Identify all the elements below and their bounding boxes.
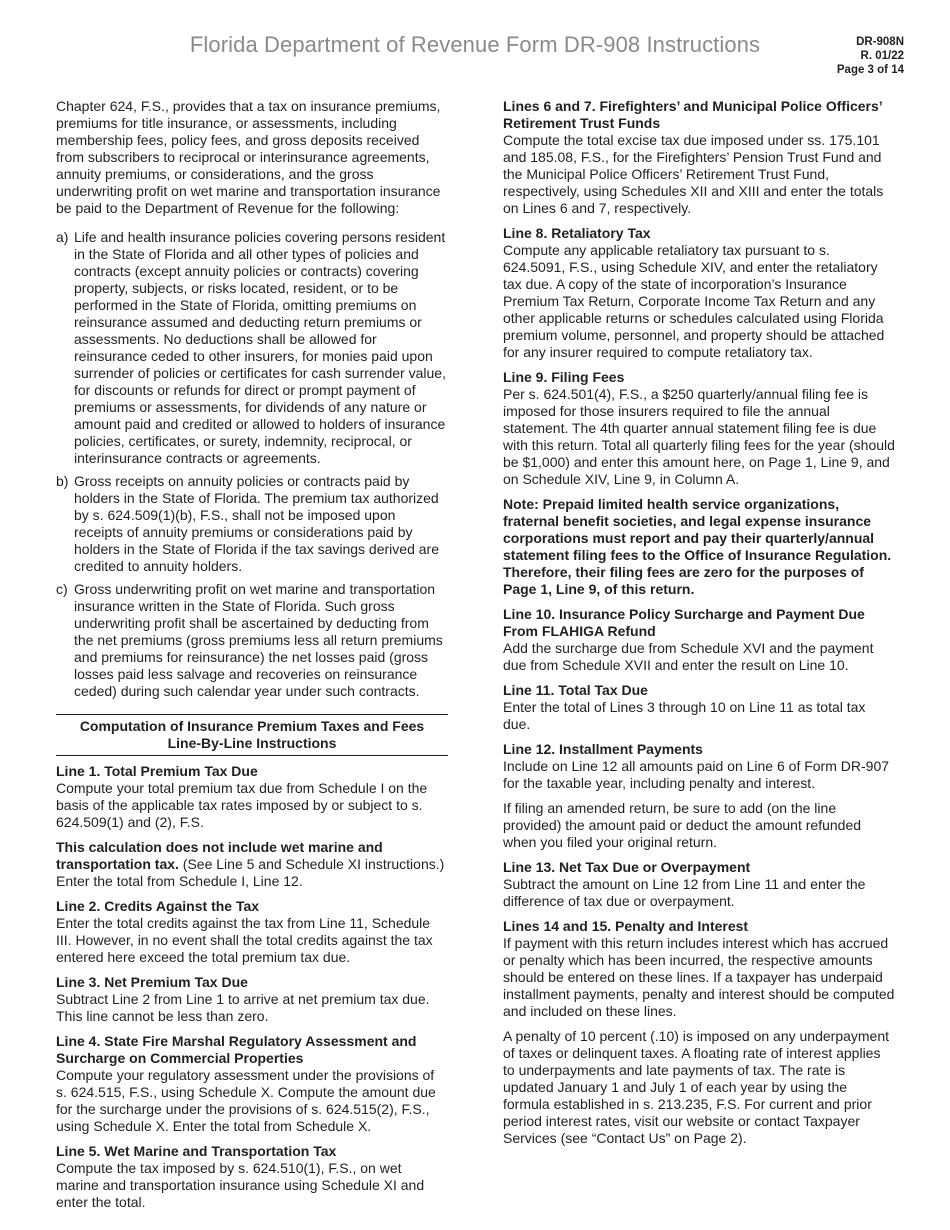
line-1-section xyxy=(56,763,448,831)
section-text: Add the surcharge due from Schedule XVI and the payment due from Schedule XVII and enter the result on Line 10. xyxy=(503,640,874,673)
box-title-line-2: Line-By-Line Instructions xyxy=(167,735,337,751)
list-item-text: Gross receipts on annuity policies or contracts paid by holders in the State of Florida. The premium tax authorized by s. 624.509(1)(b), F.S., shall not be imposed upon receipts of annuity premiums or considerations paid by holders in the State of Florida if the tax savings derived are credited to annuity holders. xyxy=(74,473,439,574)
line-3-section xyxy=(56,974,448,1025)
section-heading: Line 3. Net Premium Tax Due xyxy=(56,974,248,990)
box-title-line-1: Computation of Insurance Premium Taxes and Fees xyxy=(79,718,425,734)
line-14-15-section xyxy=(503,918,895,1020)
list-item xyxy=(56,581,448,700)
penalty-paragraph: A penalty of 10 percent (.10) is imposed on any underpayment of taxes or delinquent taxes. A floating rate of interest applies to underpayments and late payments of tax. The rate is updated January 1 and July 1 of each year by using the formula established in s. 213.235, F.S. For current and prior period interest rates, visit our website or contact Taxpayer Services (see “Contact Us” on Page 2). xyxy=(503,1028,890,1146)
form-identifier xyxy=(837,35,904,77)
section-text: Per s. 624.501(4), F.S., a $250 quarterly/annual filing fee is imposed for those insurers required to file the annual statement. The 4th quarter annual statement filing fee is due with this return. Total all quarterly filing fees for the year (should be $1,000) and enter this amount here, on Page 1, Line 9, and on Schedule XIV, Line 9, in Column A. xyxy=(503,386,895,487)
amended-return-paragraph: If filing an amended return, be sure to add (on the line provided) the amount paid or deduct the amount refunded when you filed your original return. xyxy=(503,800,862,850)
section-box-title xyxy=(56,714,448,756)
section-text: If payment with this return includes interest which has accrued or penalty which has been incurred, the respective amounts should be entered on these lines. If a taxpayer has underpaid installment payments, penalty and interest should be computed and included on these lines. xyxy=(503,935,895,1019)
form-number: DR-908N xyxy=(856,36,904,48)
section-heading: Line 11. Total Tax Due xyxy=(503,682,648,698)
line-1-note xyxy=(56,839,448,890)
left-column xyxy=(56,98,448,1219)
note-text: (See Line 5 and Schedule XI instructions.) Enter the total from Schedule I, Line 12. xyxy=(56,856,445,889)
line-10-section xyxy=(503,606,895,674)
section-heading: Line 1. Total Premium Tax Due xyxy=(56,763,258,779)
list-marker: a) xyxy=(56,229,69,245)
section-text: Compute the total excise tax due imposed under ss. 175.101 and 185.08, F.S., for the Firefighters’ Pension Trust Fund and the Municipal Police Officers’ Retirement Trust Fund, respectively, using Schedules XII and XIII and enter the totals on Lines 6 and 7, respectively. xyxy=(503,132,884,216)
page-title: Florida Department of Revenue Form DR-908 Instructions xyxy=(189,32,761,57)
form-revision: R. 01/22 xyxy=(860,50,904,62)
section-heading: Line 12. Installment Payments xyxy=(503,741,703,757)
right-column xyxy=(503,98,895,1155)
list-item-text: Gross underwriting profit on wet marine and transportation insurance written in the State of Florida. Such gross underwriting profit shall be ascertained by deducting from the net premiums (gross premiums less all return premiums and premiums for reinsurance) the net losses paid (gross losses paid less salvage and recoveries on reinsurance ceded) during such calendar year under such contracts. xyxy=(74,581,443,699)
section-text: Compute your regulatory assessment under the provisions of s. 624.515, F.S., using Schedule X. Compute the amount due for the surcharge under the provisions of s. 624.515(2), F.S., using Schedule X. Enter the total from Schedule X. xyxy=(56,1067,436,1134)
section-text: Compute any applicable retaliatory tax pursuant to s. 624.5091, F.S., using Schedule XIV, and enter the retaliatory tax due. A copy of the state of incorporation’s Insurance Premium Tax Return, Corporate Income Tax Return and any other applicable returns or schedules calculated using Florida premium volume, personnel, and property should be attached for any insurer required to compute retaliatory tax. xyxy=(503,242,885,360)
section-heading: Line 2. Credits Against the Tax xyxy=(56,898,260,914)
list-marker: b) xyxy=(56,473,69,489)
line-9-section xyxy=(503,369,895,488)
section-text: Compute the tax imposed by s. 624.510(1), F.S., on wet marine and transportation insurance using Schedule XI and enter the total. xyxy=(56,1160,425,1210)
filing-fee-note: Note: Prepaid limited health service organizations, fraternal benefit societies, and legal expense insurance corporations must report and pay their quarterly/annual statement filing fees to the Office of Insurance Regulation. Therefore, their filing fees are zero for the purposes of Page 1, Line 9, of this return. xyxy=(503,496,892,597)
page-number: Page 3 of 14 xyxy=(836,64,904,76)
list-item xyxy=(56,473,448,575)
note-bold-text: This calculation does not include wet marine and transportation tax. xyxy=(56,839,383,872)
line-8-section xyxy=(503,225,895,361)
section-heading: Line 10. Insurance Policy Surcharge and Payment Due From FLAHIGA Refund xyxy=(503,606,865,639)
section-text: Enter the total of Lines 3 through 10 on Line 11 as total tax due. xyxy=(503,699,866,732)
line-11-section xyxy=(503,682,895,733)
line-13-section xyxy=(503,859,895,910)
section-text: Compute your total premium tax due from Schedule I on the basis of the applicable tax rates imposed by or subject to s. 624.509(1) and (2), F.S. xyxy=(56,780,428,830)
section-heading: Line 4. State Fire Marshal Regulatory Assessment and Surcharge on Commercial Properties xyxy=(56,1033,417,1066)
section-heading: Lines 14 and 15. Penalty and Interest xyxy=(503,918,749,934)
list-marker: c) xyxy=(56,581,68,597)
line-4-section xyxy=(56,1033,448,1135)
line-5-section xyxy=(56,1143,448,1211)
intro-paragraph: Chapter 624, F.S., provides that a tax on insurance premiums, premiums for title insurance, or assessments, including membership fees, policy fees, and gross deposits received from subscribers to reciprocal or interinsurance agreements, annuity premiums, or considerations, and the gross underwriting profit on wet marine and transportation insurance be paid to the Department of Revenue for the following: xyxy=(56,98,441,216)
line-2-section xyxy=(56,898,448,966)
section-heading: Line 8. Retaliatory Tax xyxy=(503,225,651,241)
section-heading: Line 13. Net Tax Due or Overpayment xyxy=(503,859,751,875)
section-text: Include on Line 12 all amounts paid on Line 6 of Form DR-907 for the taxable year, including penalty and interest. xyxy=(503,758,890,791)
section-text: Enter the total credits against the tax from Line 11, Schedule III. However, in no event shall the total credits against the tax entered here exceed the total premium tax due. xyxy=(56,915,433,965)
section-text: Subtract Line 2 from Line 1 to arrive at net premium tax due. This line cannot be less than zero. xyxy=(56,991,430,1024)
section-heading: Lines 6 and 7. Firefighters’ and Municipal Police Officers’ Retirement Trust Funds xyxy=(503,98,882,131)
line-6-7-section xyxy=(503,98,895,217)
section-heading: Line 9. Filing Fees xyxy=(503,369,625,385)
line-12-section xyxy=(503,741,895,792)
list-item xyxy=(56,229,448,467)
section-text: Subtract the amount on Line 12 from Line 11 and enter the difference of tax due or overpayment. xyxy=(503,876,866,909)
list-item-text: Life and health insurance policies covering persons resident in the State of Florida and all other types of policies and contracts (except annuity policies or contracts) covering property, subjects, or risks located, resident, or to be performed in the State of Florida, omitting premiums on reinsurance assumed and deducting return premiums or assessments. No deductions shall be allowed for reinsurance ceded to other insurers, for monies paid upon surrender of policies or certificates for cash surrender value, for discounts or refunds for direct or prompt payment of premiums or assessments, for dividends of any nature or amount paid and credited or allowed to holders of insurance policies, certificates, or surety, indemnity, reciprocal, or interinsurance contracts or agreements. xyxy=(74,229,446,466)
section-heading: Line 5. Wet Marine and Transportation Tax xyxy=(56,1143,337,1159)
